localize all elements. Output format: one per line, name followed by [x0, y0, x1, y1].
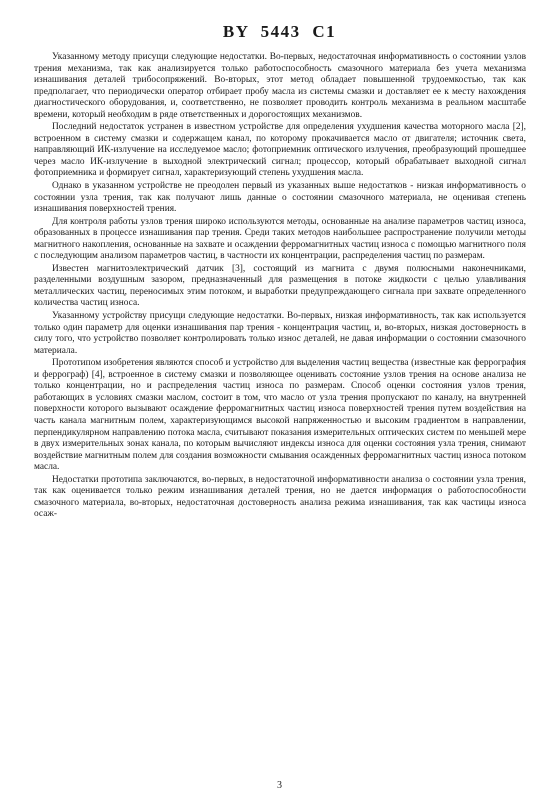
paragraph: Указанному устройству присущи следующие недостатки. Во-первых, низкая информативность, так как используется только один параметр для оценки изнашивания пар трения - концентрация частиц, и, во-вторых, низкая достоверность в силу того, что устройство позволяет контролировать только износ деталей, не давая информации о состоянии смазочного материала. — [34, 311, 526, 356]
paragraph: Прототипом изобретения являются способ и устройство для выделения частиц вещества (известные как феррография и феррограф) [4], встроенное в систему смазки и позволяющее оценивать состояние узлов трения на основе анализа не только концентрации, но и распределения частиц износа по размерам. Способ оценки состояния узлов трения, работающих в условиях смазки маслом, состоит в том, что масло от узла трения пропускают по каналу, на внутренней поверхности которого вызывают осаждение ферромагнитных частиц износа поверхностей трения путем воздействия на часть канала магнитным полем, характеризующимся высокой напряженностью и высоким градиентом в направлении, перпендикулярном направлению потока масла, считывают показания измерительных оптических систем по меньшей мере в двух измерительных зонах канала, по которым вычисляют индексы износа для оценки состояния узла трения, снимают воздействие магнитным полем для создания возможности смывания осажденных ферромагнитных частиц износа потоком масла. — [34, 358, 526, 473]
paragraph: Указанному методу присущи следующие недостатки. Во-первых, недостаточная информативность о состоянии узлов трения механизма, так как анализируется только работоспособность смазочного материала без учета механизма изнашивания деталей трибосопряжений. Во-вторых, этот метод обладает повышенной трудоемкостью, так как предполагает, что периодически оператор отбирает пробу масла из системы смазки и доставляет ее к месту нахождения диагностического оборудования, и, соответственно, не позволяет проводить контроль механизма в реальном масштабе времени, который необходим в ряде ответственных и дорогостоящих механизмов. — [34, 52, 526, 120]
paragraph: Последний недостаток устранен в известном устройстве для определения ухудшения качества моторного масла [2], встроенном в систему смазки и содержащем канал, по которому прокачивается масло от двигателя; источник света, направляющий ИК-излучение на исследуемое масло; фотоприемник оптического излучения, преобразующий прошедшее через масло ИК-излучение в выходной электрический сигнал; процессор, который обрабатывает выходной сигнал фотоприемника и формирует сигнал, характеризующий степень ухудшения масла. — [34, 122, 526, 179]
paragraph: Однако в указанном устройстве не преодолен первый из указанных выше недостатков - низкая информативность о состоянии узла трения, так как получают лишь данные о состоянии смазочного материала, не оценивая степень изнашивания поверхностей трения. — [34, 181, 526, 215]
page-number: 3 — [277, 780, 282, 791]
document-body — [34, 52, 526, 522]
paragraph: Известен магнитоэлектрический датчик [3], состоящий из магнита с двумя полюсными наконечниками, разделенными воздушным зазором, предназначенный для размещения в потоке жидкости с целью улавливания металлических частиц, переносимых этим потоком, и выработки предупреждающего сигнала при захвате определенного количества частиц износа. — [34, 263, 526, 309]
patent-number-title: BY 5443 C1 — [222, 22, 337, 41]
paragraph: Для контроля работы узлов трения широко используются методы, основанные на анализе параметров частиц износа, образованных в процессе изнашивания пар трения. Среди таких методов наибольшее распространение получили методы магнитного накопления, основанные на захвате и осаждении ферромагнитных частиц износа с помощью магнитного поля с последующим анализом параметров частиц, в частности их концентрации, распределения частиц по размерам. — [34, 216, 526, 262]
paragraph: Недостатки прототипа заключаются, во-первых, в недостаточной информативности анализа о состоянии узла трения, так как оценивается только режим изнашивания деталей трения, но не дается информация о работоспособности смазочного материала, во-вторых, недостаточная достоверность анализа режима изнашивания, так как частицы износа осаж- — [34, 474, 526, 520]
